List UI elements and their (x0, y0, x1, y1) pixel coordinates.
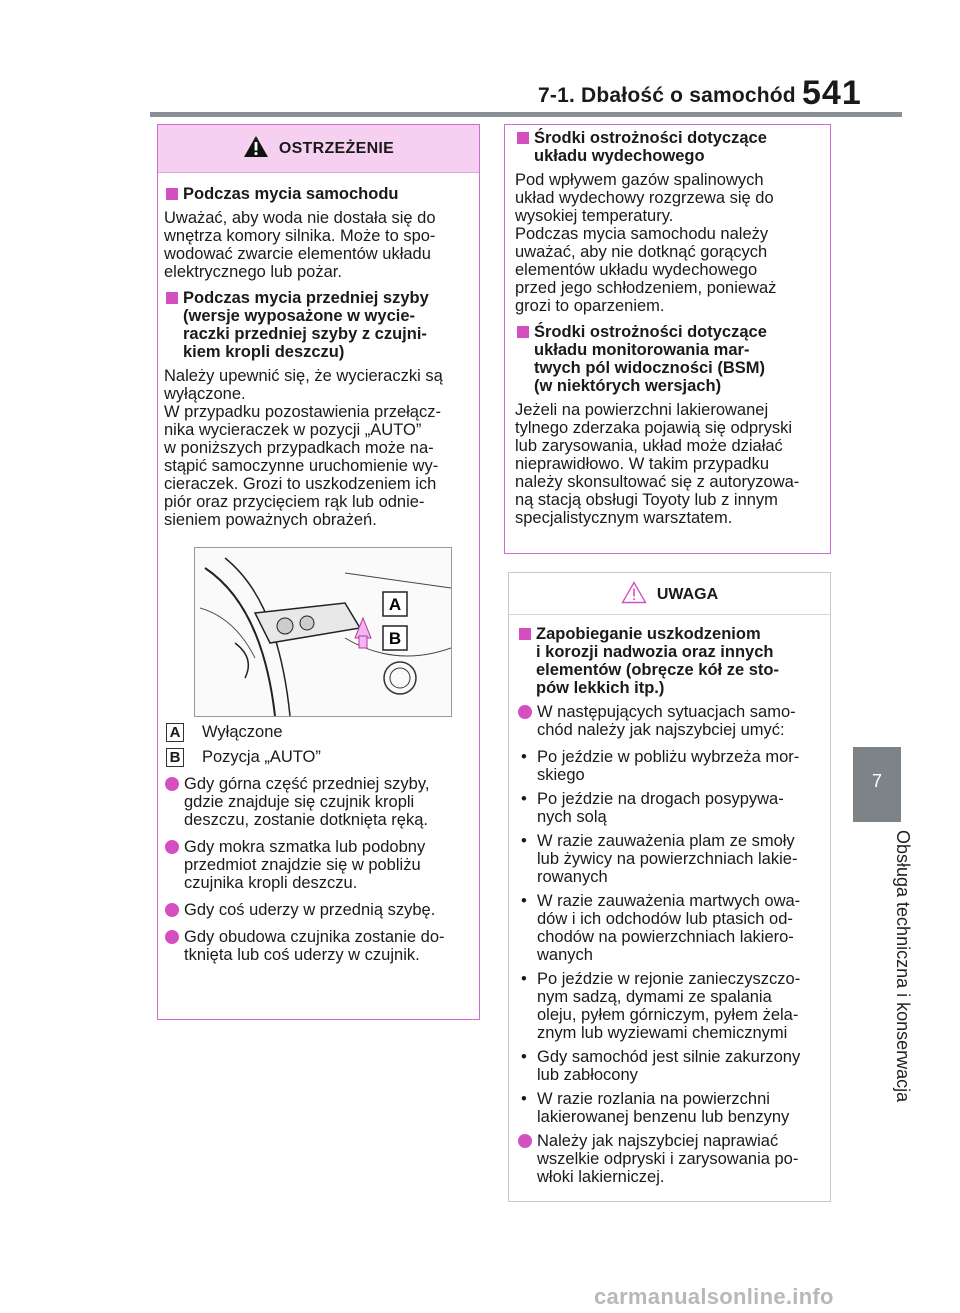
text-line: W następujących sytuacjach samo- (537, 703, 796, 721)
text-line: Uważać, aby woda nie dostała się do (164, 209, 436, 227)
circle-bullet-icon (518, 1134, 532, 1148)
label-a: A (166, 723, 184, 742)
legend-item-b (166, 748, 471, 767)
text-line: należy skonsultować się z autoryzowa- (515, 473, 800, 491)
text-line: Należy jak najszybciej naprawiać (537, 1132, 779, 1150)
dot-marker: • (521, 1090, 527, 1108)
heading-car-wash (164, 185, 471, 203)
caution-triangle-icon (621, 581, 647, 609)
text-line: deszczu, zostanie dotknięta ręką. (184, 811, 428, 829)
text-line: sieniem poważnych obrażeń. (164, 511, 377, 529)
text-line: wysokiej temperatury. (515, 207, 674, 225)
heading-windshield (164, 289, 471, 361)
sub-list-item (517, 1048, 822, 1084)
text-line: wanych (537, 946, 593, 964)
sub-list-item (517, 970, 822, 1042)
heading-line: układu monitorowania mar- (534, 341, 750, 359)
list-item (164, 775, 471, 829)
text-line: elektrycznego lub pożar. (164, 263, 342, 281)
heading-line: Środki ostrożności dotyczące (534, 323, 767, 341)
note-header (509, 575, 830, 615)
text-line: specjalistycznym warsztatem. (515, 509, 733, 527)
heading-text: Podczas mycia samochodu (183, 185, 399, 203)
chapter-tab: 7 (853, 747, 901, 822)
text-line: Gdy górna część przedniej szyby, (184, 775, 430, 793)
warning-box (157, 124, 480, 1020)
text-line: lub zarysowania, układ może działać (515, 437, 783, 455)
sub-list-item (517, 790, 822, 826)
text-line: W razie zauważenia martwych owa- (537, 892, 801, 910)
text-line: wnętrza komory silnika. Może to spo- (164, 227, 436, 245)
heading-bsm (515, 323, 822, 395)
legend-item-a (166, 723, 471, 742)
text-line: nym sadzą, dymami ze spalania (537, 988, 772, 1006)
heading-exhaust (515, 129, 822, 165)
text-line: gdzie znajduje się czujnik kropli (184, 793, 415, 811)
text-line: przedmiot znajdzie się w pobliżu (184, 856, 421, 874)
sub-list-item (517, 1090, 822, 1126)
section-title: 7-1. Dbałość o samochód (538, 84, 796, 107)
text-line: wszelkie odpryski i zarysowania po- (537, 1150, 799, 1168)
text-line: chód należy jak najszybciej umyć: (537, 721, 785, 739)
warning-title: OSTRZEŻENIE (278, 139, 395, 157)
paragraph (515, 171, 822, 315)
list-item (517, 1132, 822, 1186)
text-line: znym lub wyziewami chemicznymi (537, 1024, 788, 1042)
warning-header (158, 125, 479, 173)
square-bullet-icon (519, 628, 531, 640)
heading-corrosion (517, 625, 822, 697)
list-item (164, 838, 471, 892)
text-line: tknięta lub coś uderzy w czujnik. (184, 946, 420, 964)
text-line: elementów układu wydechowego (515, 261, 758, 279)
text-line: Po jeździe w pobliżu wybrzeża mor- (537, 748, 800, 766)
text-line: lakierowanej benzenu lub benzyny (537, 1108, 790, 1126)
illustration-label-a: A (388, 595, 402, 614)
illustration-label-b: B (388, 629, 402, 648)
warning-triangle-icon (243, 135, 269, 163)
chapter-title: Obsługa techniczna i konserwacja (893, 830, 913, 1103)
text-line: skiego (537, 766, 585, 784)
paragraph (164, 209, 471, 281)
heading-line: (w niektórych wersjach) (534, 377, 722, 395)
text-line: uważać, aby nie dotknąć gorących (515, 243, 768, 261)
text-line: rowanych (537, 868, 608, 886)
text-line: wyłączone. (164, 385, 246, 403)
text-line: w poniższych przypadkach może na- (164, 439, 434, 457)
text-line: Pod wpływem gazów spalinowych (515, 171, 764, 189)
text-line: tylnego zderzaka pojawią się odpryski (515, 419, 792, 437)
sub-list-item (517, 832, 822, 886)
text-line: oleju, pyłem górniczym, pyłem żela- (537, 1006, 799, 1024)
label-b: B (166, 748, 184, 767)
sub-list-item (517, 748, 822, 784)
text-line: Gdy obudowa czujnika zostanie do- (184, 928, 445, 946)
text-line: lub żywicy na powierzchniach lakie- (537, 850, 798, 868)
square-bullet-icon (166, 188, 178, 200)
dot-marker: • (521, 970, 527, 988)
square-bullet-icon (166, 292, 178, 304)
text-line: Należy upewnić się, że wycieraczki są (164, 367, 443, 385)
circle-bullet-icon (165, 903, 179, 917)
list-item (164, 928, 471, 964)
heading-line: (wersje wyposażone w wycie- (183, 307, 415, 325)
note-box (508, 572, 831, 1202)
note-title: UWAGA (656, 585, 719, 603)
circle-bullet-icon (518, 705, 532, 719)
text-line: przed jego schłodzeniem, ponieważ (515, 279, 777, 297)
text-line: nych solą (537, 808, 607, 826)
text-line: W razie zauważenia plam ze smoły (537, 832, 795, 850)
heading-line: Zapobieganie uszkodzeniom (536, 625, 761, 643)
text-line: Jeżeli na powierzchni lakierowanej (515, 401, 769, 419)
heading-line: raczki przedniej szyby z czujni- (183, 325, 427, 343)
legend-text: Wyłączone (202, 723, 283, 741)
circle-bullet-icon (165, 777, 179, 791)
square-bullet-icon (517, 326, 529, 338)
text-line: wodować zwarcie elementów układu (164, 245, 431, 263)
text-line: Po jeździe w rejonie zanieczyszczo- (537, 970, 801, 988)
text-line: Gdy mokra szmatka lub podobny (184, 838, 426, 856)
heading-line: i korozji nadwozia oraz innych (536, 643, 774, 661)
text-line: czujnika kropli deszczu. (184, 874, 358, 892)
heading-line: elementów (obręcze kół ze sto- (536, 661, 779, 679)
paragraph (515, 401, 822, 527)
dot-marker: • (521, 748, 527, 766)
text-line: Gdy coś uderzy w przednią szybę. (184, 901, 436, 919)
text-line: W razie rozlania na powierzchni (537, 1090, 770, 1108)
text-line: układ wydechowy rozgrzewa się do (515, 189, 774, 207)
square-bullet-icon (517, 132, 529, 144)
heading-line: twych pól widoczności (BSM) (534, 359, 766, 377)
sub-list-item (517, 892, 822, 964)
header-rule (150, 112, 902, 117)
paragraph (164, 367, 471, 529)
text-line: Po jeździe na drogach posypywa- (537, 790, 784, 808)
text-line: piór oraz przycięciem rąk lub odnie- (164, 493, 425, 511)
text-line: dów i ich odchodów lub ptasich od- (537, 910, 793, 928)
dot-marker: • (521, 892, 527, 910)
list-item (164, 901, 471, 919)
heading-line: pów lekkich itp.) (536, 679, 665, 697)
list-item (517, 703, 822, 739)
legend-text: Pozycja „AUTO” (202, 748, 321, 766)
text-line: Podczas mycia samochodu należy (515, 225, 769, 243)
watermark: carmanualsonline.info (594, 1284, 834, 1309)
text-line: ną stacją obsługi Toyoty lub z innym (515, 491, 778, 509)
text-line: Gdy samochód jest silnie zakurzony (537, 1048, 801, 1066)
text-line: nieprawidłowo. W takim przypadku (515, 455, 770, 473)
text-line: chodów na powierzchniach lakiero- (537, 928, 794, 946)
dot-marker: • (521, 832, 527, 850)
text-line: W przypadku pozostawienia przełącz- (164, 403, 441, 421)
circle-bullet-icon (165, 840, 179, 854)
text-line: włoki lakierniczej. (537, 1168, 665, 1186)
dot-marker: • (521, 1048, 527, 1066)
text-line: lub zabłocony (537, 1066, 638, 1084)
heading-line: układu wydechowego (534, 147, 705, 165)
text-line: cieraczek. Grozi to uszkodzeniem ich (164, 475, 437, 493)
circle-bullet-icon (165, 930, 179, 944)
text-line: stąpić samoczynne uruchomienie wy- (164, 457, 439, 475)
text-line: nika wycieraczek w pozycji „AUTO” (164, 421, 422, 439)
page-number: 541 (802, 74, 862, 112)
heading-line: Środki ostrożności dotyczące (534, 129, 767, 147)
heading-line: Podczas mycia przedniej szyby (183, 289, 429, 307)
text-line: grozi to oparzeniem. (515, 297, 665, 315)
wiper-switch-illustration (194, 547, 452, 717)
dot-marker: • (521, 790, 527, 808)
warning-box-continued (504, 124, 831, 554)
heading-line: kiem kropli deszczu) (183, 343, 345, 361)
